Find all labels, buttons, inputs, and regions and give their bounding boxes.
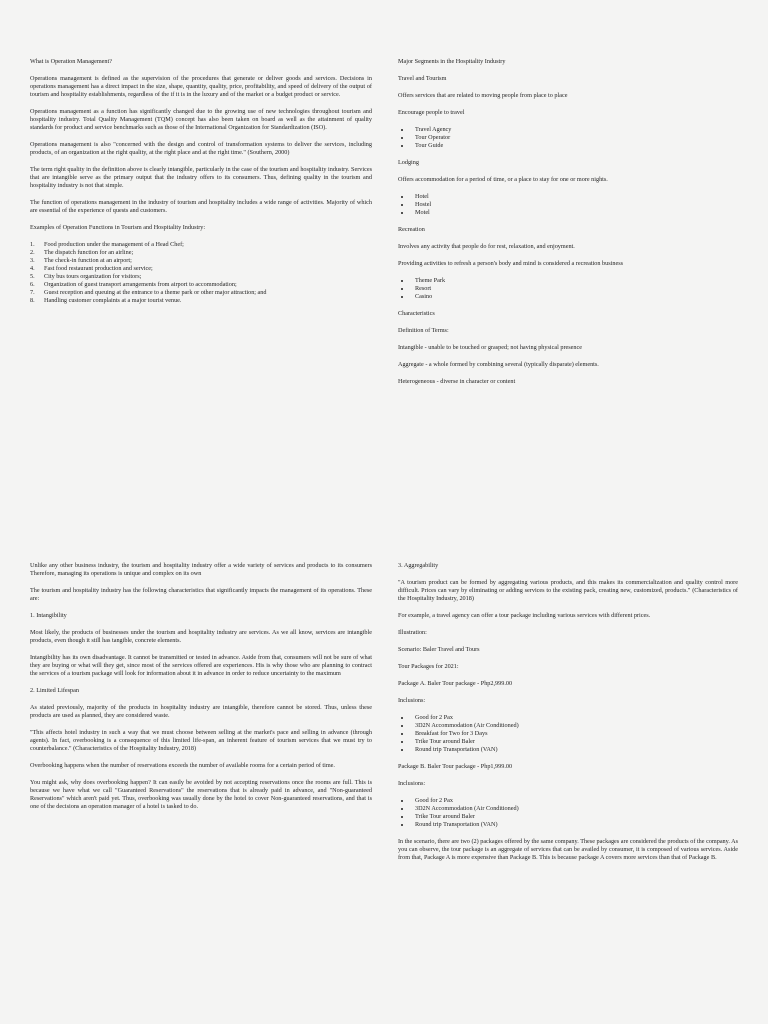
subsection-heading: 1. Intangibility	[30, 612, 67, 619]
list-item: • Breakfast for Two for 3 Days	[411, 730, 738, 738]
paragraph: Intangibility has its own disadvantage. It cannot be transmitted or tested in advance. Aside from that, consumers will not be sure of what they are buying or what will they get, since most of the services offered are experiences. His is why those who are planning to contract the services of a tourism package will look for information about it in advance in order to reduce uncertainty to the maximum	[30, 654, 372, 677]
segment-subtext: Encourage people to travel	[398, 109, 465, 116]
section-heading: What is Operation Management?	[30, 58, 112, 65]
section-heading: Major Segments in the Hospitality Industry	[398, 58, 506, 65]
list-item: • Trike Tour around Baler	[411, 738, 738, 746]
list-item: • 3D2N Accommodation (Air Conditioned)	[411, 722, 738, 730]
bottom-right-column	[398, 562, 738, 871]
inclusions-label: Inclusions:	[398, 697, 426, 704]
list-item: • Tour Guide	[411, 142, 738, 150]
paragraph: The tourism and hospitality industry has the following characteristics that significantly impacts the management of its operations. These are:	[30, 587, 372, 602]
list-item: 7. Guest reception and queuing at the entrance to a theme park or other major attraction; and	[30, 289, 267, 296]
subsection-heading: 3. Aggregability	[398, 562, 439, 569]
segment-description: Involves any activity that people do for rest, relaxation, and enjoyment.	[398, 243, 575, 250]
recreation-list	[398, 277, 738, 301]
lodging-list	[398, 193, 738, 217]
list-item: 1. Food production under the management of a Head Chef;	[30, 241, 184, 248]
list-item: • Casino	[411, 293, 738, 301]
paragraph: Most likely, the products of businesses under the tourism and hospitality industry are services. As we all know, services are intangible products, even though it still has tangible, concrete elements.	[30, 629, 372, 644]
list-item: • Good for 2 Pax	[411, 797, 738, 805]
term-definition: Intangible - unable to be touched or grasped; not having physical presence	[398, 344, 583, 351]
subsection-heading: 2. Limited Lifespan	[30, 687, 79, 694]
paragraph: As stated previously, majority of the products in hospitality industry are intangible, therefore cannot be stored. Thus, unless these products are used as planned, they are considered waste.	[30, 704, 372, 719]
list-item: • Tour Operator	[411, 134, 738, 142]
paragraph: "A tourism product can be formed by aggregating various products, and this makes its commercialization and quality control more difficult. Prices can vary by eliminating or adding services to the existing pack, creating new, customized, products." (Characteristics of the Hospitality Industry, 2018)	[398, 579, 738, 602]
list-item: • Round trip Transportation (VAN)	[411, 821, 738, 829]
paragraph: The term right quality in the definition above is clearly intangible, particularly in the case of the tourism and hospitality industry. Services that are intangible serve as the primary output that the industry offers to its consumers. Thus, defining quality in the tourism and hospitality industry is not that simple.	[30, 166, 372, 189]
list-item: • Good for 2 Pax	[411, 714, 738, 722]
package-b-title: Package B. Baler Tour package - Php1,999.00	[398, 763, 513, 770]
illustration-label: Illustration:	[398, 629, 427, 636]
paragraph: The function of operations management in the industry of tourism and hospitality includes a wide range of activities. Majority of which are essential of the experience of quests and customers.	[30, 199, 372, 214]
top-right-column	[398, 58, 738, 395]
list-item: • Round trip Transportation (VAN)	[411, 746, 738, 754]
list-item: • Theme Park	[411, 277, 738, 285]
paragraph: Operations management as a function has significantly changed due to the growing use of new technologies throughout tourism and hospitality industry. Total Quality Management (TQM) concept has also been taken on board as well as the attainment of quality standards for product and service benchmarks such as those of the International Organization for Standardization (ISO).	[30, 108, 372, 131]
list-item: 2. The dispatch function for an airline;	[30, 249, 134, 256]
segment-description: Offers services that are related to moving people from place to place	[398, 92, 568, 99]
bottom-left-column	[30, 562, 372, 820]
paragraph: "This affects hotel industry in such a way that we must choose between selling at the market's pace and selling in advance (through agents). In fact, overbooking is a consequence of this limited life-span, an inherent feature of tourism services that we must try to counterbalance." (Characteristics of the Hospitality Industry, 2018)	[30, 729, 372, 752]
packages-label: Tour Packages for 2021:	[398, 663, 459, 670]
segment-title: Lodging	[398, 159, 419, 166]
package-a-title: Package A. Baler Tour package - Php2,999.00	[398, 680, 513, 687]
list-item: 3. The check-in function at an airport;	[30, 257, 132, 264]
examples-list	[30, 241, 372, 305]
segment-subtext: Providing activities to refresh a person's body and mind is considered a recreation business	[398, 260, 624, 267]
paragraph: In the scenario, there are two (2) packages offered by the same company. These packages are considered the products of the company. As you can observe, the tour package is an aggregate of services that can be availed by consumer, it is composed of various services. Aside from that, Package A is more expensive than Package B. This is because package A covers more services than that of Package B.	[398, 838, 738, 861]
segment-title: Recreation	[398, 226, 425, 233]
paragraph: For example, a travel agency can offer a tour package including various services with different prices.	[398, 612, 651, 619]
paragraph: Operations management is also "concerned with the design and control of transformation systems to deliver the services, including products, of an organization at the right quality, at the right place and at the right time." (Southern, 2000)	[30, 141, 372, 156]
list-item: • Hotel	[411, 193, 738, 201]
top-left-column	[30, 58, 372, 314]
list-item: 6. Organization of guest transport arrangements from airport to accommodation;	[30, 281, 237, 288]
travel-list	[398, 126, 738, 150]
inclusions-label: Inclusions:	[398, 780, 426, 787]
list-item: • Motel	[411, 209, 738, 217]
term-definition: Aggregate - a whole formed by combining several (typically disparate) elements.	[398, 361, 599, 368]
paragraph: Overbooking happens when the number of reservations exceeds the number of available rooms for a certain period of time.	[30, 762, 335, 769]
paragraph: Operations management is defined as the supervision of the procedures that generate or deliver goods and services. Decisions in operations management has a direct impact in the size, shape, quantity, quality, price, profitability, and speed of delivery of the output of tourism and hospitality establishments, regardless of the if it is in the luxury and of the market or a budget product or service.	[30, 75, 372, 98]
segment-title: Travel and Tourism	[398, 75, 447, 82]
list-item: 5. City bus tours organization for visitors;	[30, 273, 142, 280]
list-item: • 3D2N Accommodation (Air Conditioned)	[411, 805, 738, 813]
segment-description: Offers accommodation for a period of time, or a place to stay for one or more nights.	[398, 176, 608, 183]
list-item: • Hostel	[411, 201, 738, 209]
scenario-label: Scenario: Baler Travel and Tours	[398, 646, 480, 653]
package-a-list	[398, 714, 738, 754]
definition-heading: Definition of Terms:	[398, 327, 449, 334]
list-item: 4. Fast food restaurant production and service;	[30, 265, 153, 272]
paragraph: You might ask, why does overbooking happen? It can easily be avoided by not accepting reservations once the rooms are full. This is because we have what we call "Guaranteed Reservations" the reservations that is already paid in advance, and "Non-guaranteed Reservations" which aren't paid yet. Thus, overbooking was usually done by the hotel to cover Non-guaranteed reservations, and that is one of the decisions an operation manager of a hotel is tasked to do.	[30, 779, 372, 810]
list-item: 8. Handling customer complaints at a major tourist venue.	[30, 297, 182, 304]
examples-heading: Examples of Operation Functions in Tourism and Hospitality Industry:	[30, 224, 206, 231]
list-item: • Travel Agency	[411, 126, 738, 134]
characteristics-heading: Characteristics	[398, 310, 435, 317]
package-b-list	[398, 797, 738, 829]
list-item: • Resort	[411, 285, 738, 293]
paragraph: Unlike any other business industry, the tourism and hospitality industry offer a wide variety of services and products to its consumers Therefore, managing its operations is unique and complex on its own	[30, 562, 372, 577]
term-definition: Heterogeneous - diverse in character or content	[398, 378, 516, 385]
list-item: • Trike Tour around Baler	[411, 813, 738, 821]
